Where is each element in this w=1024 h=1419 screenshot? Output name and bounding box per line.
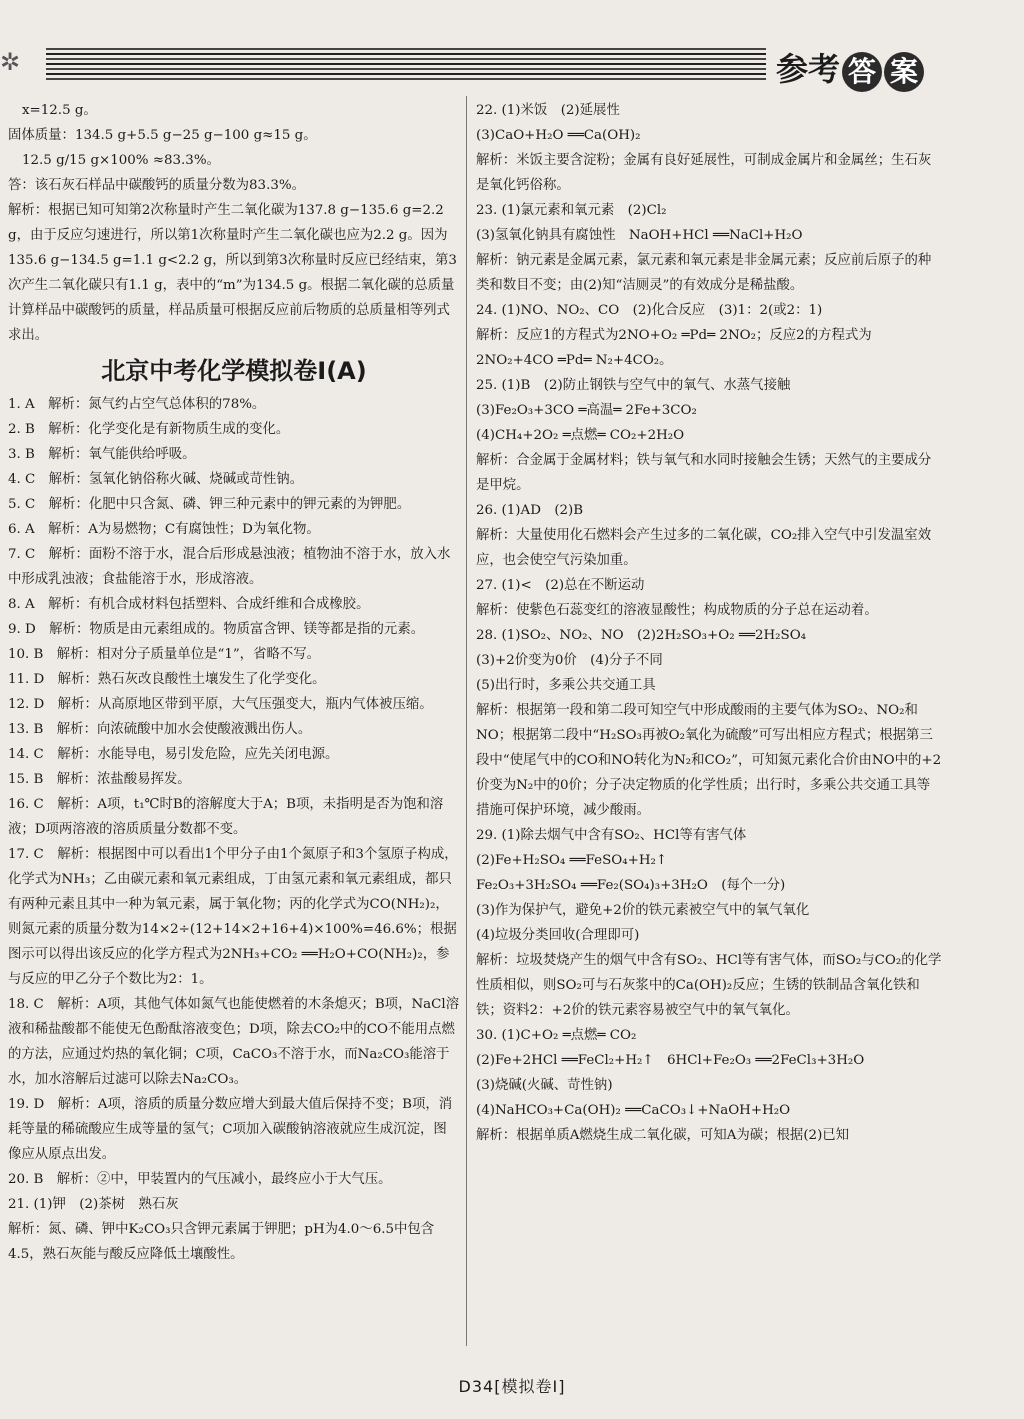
right-line: (5)出行时，多乘公共交通工具 — [476, 678, 656, 693]
left-line: 固体质量：134.5 g+5.5 g−25 g−100 g≈15 g。 — [8, 128, 317, 143]
right-line: 30. (1)C+O₂ ═点燃═ CO₂ — [476, 1028, 637, 1043]
footer-label: [模拟卷Ⅰ] — [494, 1377, 566, 1396]
right-line: Fe₂O₃+3H₂SO₄ ══Fe₂(SO₄)₃+3H₂O (每个一分) — [476, 878, 786, 893]
right-line: (3)+2价变为0价 (4)分子不同 — [476, 653, 663, 668]
right-line: 解析：根据第一段和第二段可知空气中形成酸雨的主要气体为SO₂、NO₂和NO；根据第二段中“H₂SO₃再被O₂氧化为硫酸”可写出相应方程式；根据第三段中“使尾气中的CO和NO转化为N₂和CO₂”，可知氮元素化合价由NO中的+2价变为N₂中的0价；分子决定物质的化学性质；出行时，多乘公共交通工具等措施可保护环境，减少酸雨。 — [476, 703, 942, 818]
column-divider — [466, 96, 467, 1346]
answer-item: 5. C 解析：化肥中只含氮、磷、钾三种元素中的钾元素的为钾肥。 — [8, 497, 411, 512]
answer-item: 9. D 解析：物质是由元素组成的。物质富含钾、镁等都是指的元素。 — [8, 622, 425, 637]
left-line: 解析：根据已知可知第2次称量时产生二氧化碳为137.8 g−135.6 g=2.2 g，由于反应匀速进行，所以第1次称量时产生二氧化碳也应为2.2 g。因为135.6 g−134.5 g=1.1 g<2.2 g，所以到第3次称量时反应已经结束，第3次产生二氧化碳只有1.1 g，表中的“m”为134.5 g。根据二氧化碳的总质量计算样品中碳酸钙的质量，样品质量可根据反应前后物质的总质量相等列式求出。 — [8, 203, 457, 343]
right-line: 解析：合金属于金属材料；铁与氧气和水同时接触会生锈；天然气的主要成分是甲烷。 — [476, 453, 932, 493]
right-line: 27. (1)< (2)总在不断运动 — [476, 578, 645, 593]
right-line: 解析：钠元素是金属元素，氯元素和氧元素是非金属元素；反应前后原子的种类和数目不变；由(2)知“洁厕灵”的有效成分是稀盐酸。 — [476, 253, 932, 293]
answer-item: 16. C 解析：A项，t₁℃时B的溶解度大于A；B项，未指明是否为饱和溶液；D项两溶液的溶质质量分数都不变。 — [8, 797, 444, 837]
title-part-a: 参考 — [776, 50, 841, 88]
right-line: (2)Fe+2HCl ══FeCl₂+H₂↑ 6HCl+Fe₂O₃ ══2FeCl₃+3H₂O — [476, 1053, 865, 1068]
right-line: (4)NaHCO₃+Ca(OH)₂ ══CaCO₃↓+NaOH+H₂O — [476, 1103, 791, 1118]
title-part-c: 案 — [884, 52, 924, 92]
right-line: 解析：大量使用化石燃料会产生过多的二氧化碳，CO₂排入空气中引发温室效应，也会使空气污染加重。 — [476, 528, 932, 568]
answer-item: 18. C 解析：A项，其他气体如氮气也能使燃着的木条熄灭；B项，NaCl溶液和稀盐酸都不能使无色酚酞溶液变色；D项，除去CO₂中的CO不能用点燃的方法，应通过灼热的氧化铜；C项，CaCO₃不溶于水，而Na₂CO₃能溶于水，加水溶解后过滤可以除去Na₂CO₃。 — [8, 997, 460, 1087]
title-part-b: 答 — [842, 52, 882, 92]
answer-item: 14. C 解析：水能导电，易引发危险，应先关闭电源。 — [8, 747, 339, 762]
right-line: (3)作为保护气，避免+2价的铁元素被空气中的氧气氧化 — [476, 903, 810, 918]
right-line: (3)氢氧化钠具有腐蚀性 NaOH+HCl ══NaCl+H₂O — [476, 228, 803, 243]
answer-item: 17. C 解析：根据图中可以看出1个甲分子由1个氮原子和3个氢原子构成，化学式为NH₃；乙由碳元素和氧元素组成，丁由氢元素和氧元素组成，都只有两种元素且其中一种为氧元素，属于氧化物；丙的化学式为CO(NH₂)₂，则氮元素的质量分数为14×2÷(12+14×2+16+4)×100%=46.6%；根据图示可以得出该反应的化学方程式为2NH₃+CO₂ ══H₂O+CO(NH₂)₂，参与反应的甲乙分子个数比为2：1。 — [8, 847, 458, 987]
answer-item: 3. B 解析：氧气能供给呼吸。 — [8, 447, 196, 462]
answer-item: 8. A 解析：有机合成材料包括塑料、合成纤维和合成橡胶。 — [8, 597, 370, 612]
right-line: 23. (1)氯元素和氧元素 (2)Cl₂ — [476, 203, 667, 218]
section-title: 北京中考化学模拟卷Ⅰ(A) — [101, 357, 367, 385]
answer-item: 21. (1)钾 (2)茶树 熟石灰 — [8, 1197, 179, 1212]
answer-item: 4. C 解析：氢氧化钠俗称火碱、烧碱或苛性钠。 — [8, 472, 304, 487]
right-column — [476, 98, 942, 1148]
left-line: 答：该石灰石样品中碳酸钙的质量分数为83.3%。 — [8, 178, 305, 193]
right-line: (3)烧碱(火碱、苛性钠) — [476, 1078, 613, 1093]
page-number: D34 — [458, 1377, 495, 1396]
right-line: 25. (1)B (2)防止钢铁与空气中的氧气、水蒸气接触 — [476, 378, 791, 393]
answer-item: 11. D 解析：熟石灰改良酸性土壤发生了化学变化。 — [8, 672, 326, 687]
right-line: 28. (1)SO₂、NO₂、NO (2)2H₂SO₃+O₂ ══2H₂SO₄ — [476, 628, 807, 643]
right-line: (4)CH₄+2O₂ ═点燃═ CO₂+2H₂O — [476, 428, 685, 443]
answer-item: 2. B 解析：化学变化是有新物质生成的变化。 — [8, 422, 290, 437]
answer-item: 15. B 解析：浓盐酸易挥发。 — [8, 772, 191, 787]
right-line: (3)CaO+H₂O ══Ca(OH)₂ — [476, 128, 641, 143]
right-line: 解析：使紫色石蕊变红的溶液显酸性；构成物质的分子总在运动着。 — [476, 603, 878, 618]
header-rules — [46, 48, 766, 84]
answer-item: 20. B 解析：②中，甲装置内的气压减小，最终应小于大气压。 — [8, 1172, 392, 1187]
right-line: 29. (1)除去烟气中含有SO₂、HCl等有害气体 — [476, 828, 747, 843]
answer-item: 1. A 解析：氮气约占空气总体积的78%。 — [8, 397, 266, 412]
answer-item: 解析：氮、磷、钾中K₂CO₃只含钾元素属于钾肥；pH为4.0～6.5中包含4.5，熟石灰能与酸反应降低土壤酸性。 — [8, 1222, 435, 1262]
right-line: 解析：米饭主要含淀粉；金属有良好延展性，可制成金属片和金属丝；生石灰是氧化钙俗称。 — [476, 153, 932, 193]
right-line: (3)Fe₂O₃+3CO ═高温═ 2Fe+3CO₂ — [476, 403, 697, 418]
answer-item: 6. A 解析：A为易燃物；C有腐蚀性；D为氧化物。 — [8, 522, 320, 537]
right-line: 解析：根据单质A燃烧生成二氧化碳，可知A为碳；根据(2)已知 — [476, 1128, 850, 1143]
right-line: 解析：垃圾焚烧产生的烟气中含有SO₂、HCl等有害气体，而SO₂与CO₂的化学性质相似，则SO₂可与石灰浆中的Ca(OH)₂反应；生锈的铁制品含氧化铁和铁；资料2：+2价的铁元素容易被空气中的氧气氧化。 — [476, 953, 942, 1018]
header-title — [776, 44, 924, 92]
answer-item: 13. B 解析：向浓硫酸中加水会使酸液溅出伤人。 — [8, 722, 312, 737]
right-line: (2)Fe+H₂SO₄ ══FeSO₄+H₂↑ — [476, 853, 668, 868]
left-line: 12.5 g/15 g×100% ≈83.3%。 — [22, 153, 220, 168]
answer-item: 10. B 解析：相对分子质量单位是“1”，省略不写。 — [8, 647, 321, 662]
right-line: 解析：反应1的方程式为2NO+O₂ ═Pd═ 2NO₂；反应2的方程式为 2NO₂+4CO ═Pd═ N₂+4CO₂。 — [476, 328, 876, 368]
page-footer — [0, 1374, 1024, 1397]
left-line: x=12.5 g。 — [22, 103, 97, 118]
answer-item: 19. D 解析：A项，溶质的质量分数应增大到最大值后保持不变；B项，消耗等量的稀硫酸应生成等量的氢气；C项加入碳酸钠溶液就应生成沉淀，图像应从原点出发。 — [8, 1097, 453, 1162]
left-column — [8, 98, 460, 1267]
right-line: (4)垃圾分类回收(合理即可) — [476, 928, 640, 943]
right-line: 26. (1)AD (2)B — [476, 503, 584, 518]
answer-item: 7. C 解析：面粉不溶于水，混合后形成悬浊液；植物油不溶于水，放入水中形成乳浊液；食盐能溶于水，形成溶液。 — [8, 547, 451, 587]
gear-icon: ✲ — [0, 48, 21, 76]
answer-item: 12. D 解析：从高原地区带到平原，大气压强变大，瓶内气体被压缩。 — [8, 697, 433, 712]
page-header — [0, 0, 1024, 100]
right-line: 22. (1)米饭 (2)延展性 — [476, 103, 620, 118]
right-line: 24. (1)NO、NO₂、CO (2)化合反应 (3)1：2(或2：1) — [476, 303, 823, 318]
